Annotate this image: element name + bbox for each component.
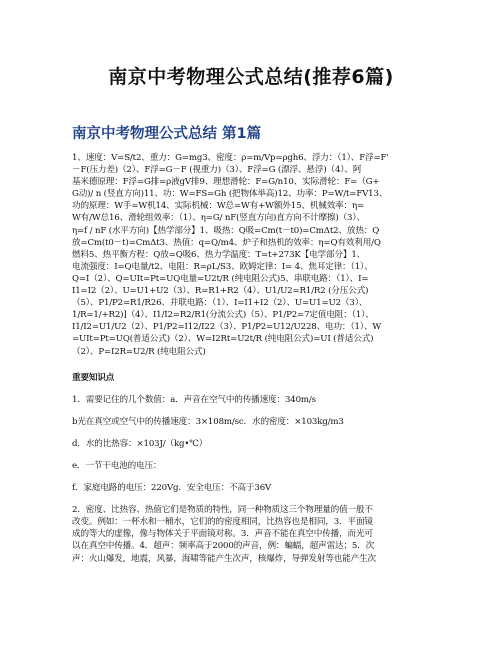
paragraph-line: W有/W总16、滑轮组效率：（1）、η=G/ nF(竖直方向)直方向不计摩擦)（3）、 [72, 213, 365, 224]
paragraph-line: =UIt=Pt=UQ(普适公式)（2）、W=I2Rt=U2t/R (纯电阻公式)=UI (普适公式) [72, 334, 374, 345]
paragraph-line: 1/R=1/+R2)]（4）、I1/I2=R2/R1(分流公式)（5）、P1/P2=7定值电阻：（1）、 [72, 310, 374, 321]
paragraph-line: η=f / nF (水平方向)【热学部分】1、吸热：Q吸=Cm(t－t0)=CmΔt2、放热：Q [72, 225, 380, 236]
paragraph-line: （5）、P1/P2=R1/R26、并联电路：（1）、I=I1+I2（2）、U=U1=U2（3）、 [72, 298, 368, 309]
knowledge-point: f．家庭电路的电压：220Vg．安全电压：不高于36V [72, 483, 272, 494]
paragraph-line: Q=I（2）、Q=UIt=Pt=UQ电量=U2t/R (纯电阻公式)5、串联电路：（1）、I= [72, 273, 369, 284]
paragraph-line: （2）、P=I2R=U2/R (纯电阻公式) [72, 346, 206, 357]
document-title: 南京中考物理公式总结(推荐6篇) [108, 66, 394, 88]
paragraph-line: I1/I2=U1/U2（2）、P1/P2=I12/I22（3）、P1/P2=U12/U228、电功：（1）、W [72, 322, 382, 333]
paragraph-line: 放=Cm(t0－t)=CmΔt3、热值：q=Q/m4、炉子和热机的效率：η=Q有效利用/Q [72, 237, 381, 248]
document-body [72, 152, 434, 565]
paragraph-line: 燃料5、热平衡方程：Q放=Q吸6、热力学温度：T=t+273K【电学部分】1、 [72, 249, 366, 260]
paragraph-line: 基米德原理：F浮=G排=ρ液gV排9、理想滑轮：F=G/n10、实际滑轮：F=（G+ [72, 177, 380, 188]
paragraph-line: 以在真空中传播。4．超声：频率高于2000的声音，例：蝙蝠，超声雷达；5．次 [72, 541, 375, 552]
paragraph-line: 功的原理：W手=W机14、实际机械：W总=W有+W额外15、机械效率：η= [72, 201, 365, 212]
formula-paragraph [72, 152, 434, 358]
paragraph-line: 改变。例如：一杯水和一桶水，它们的的密度相同，比热容也是相同，3．平面镜 [72, 517, 373, 528]
knowledge-point: b光在真空或空气中的传播速度：3×108m/sc．水的密度：×103kg/m3 [72, 416, 344, 427]
knowledge-point: e．一节干电池的电压： [72, 460, 162, 471]
paragraph-line: G动)/ n (竖直方向)11、功：W=FS=Gh (把物体举高)12、功率：P=W/t=FV13、 [72, 189, 388, 200]
knowledge-paragraph [72, 504, 434, 564]
knowledge-point: d．水的比热容：×103J/（kg•℃） [72, 438, 208, 449]
paragraph-line: 2．密度、比热容、热值它们是物质的特性，同一种物质这三个物理量的值一般不 [72, 505, 373, 516]
paragraph-line: I1=I2（2）、U=U1+U2（3）、R=R1+R2（4）、U1/U2=R1/R2 (分压公式) [72, 286, 369, 297]
paragraph-line: 1、速度：V=S/t2、重力：G=mg3、密度：ρ=m/Vp=ρgh6、浮力：（1）、F浮=F' [72, 153, 389, 163]
paragraph-line: 声：火山爆发，地震，风暴，海啸等能产生次声，核爆炸，导弹发射等也能产生次 [72, 553, 376, 564]
section-heading: 重要知识点 [72, 372, 115, 383]
paragraph-line: 成的等大的虚像，像与物体关于平面镜对称。3．声音不能在真空中传播，而光可 [72, 529, 373, 540]
paragraph-line: －F(压力差)（2）、F浮=G－F (视重力)（3）、F浮=G (漂浮、悬浮)（4）、阿 [72, 165, 362, 176]
paragraph-line: 电流强度：I=Q电量/t2、电阻：R=ρL/S3、欧姆定律：I= 4、焦耳定律：（1）、 [72, 261, 373, 272]
knowledge-point: 1．需要记住的几个数值：a．声音在空气中的传播速度：340m/s [72, 394, 316, 405]
section-subtitle: 南京中考物理公式总结 第1篇 [72, 126, 262, 142]
